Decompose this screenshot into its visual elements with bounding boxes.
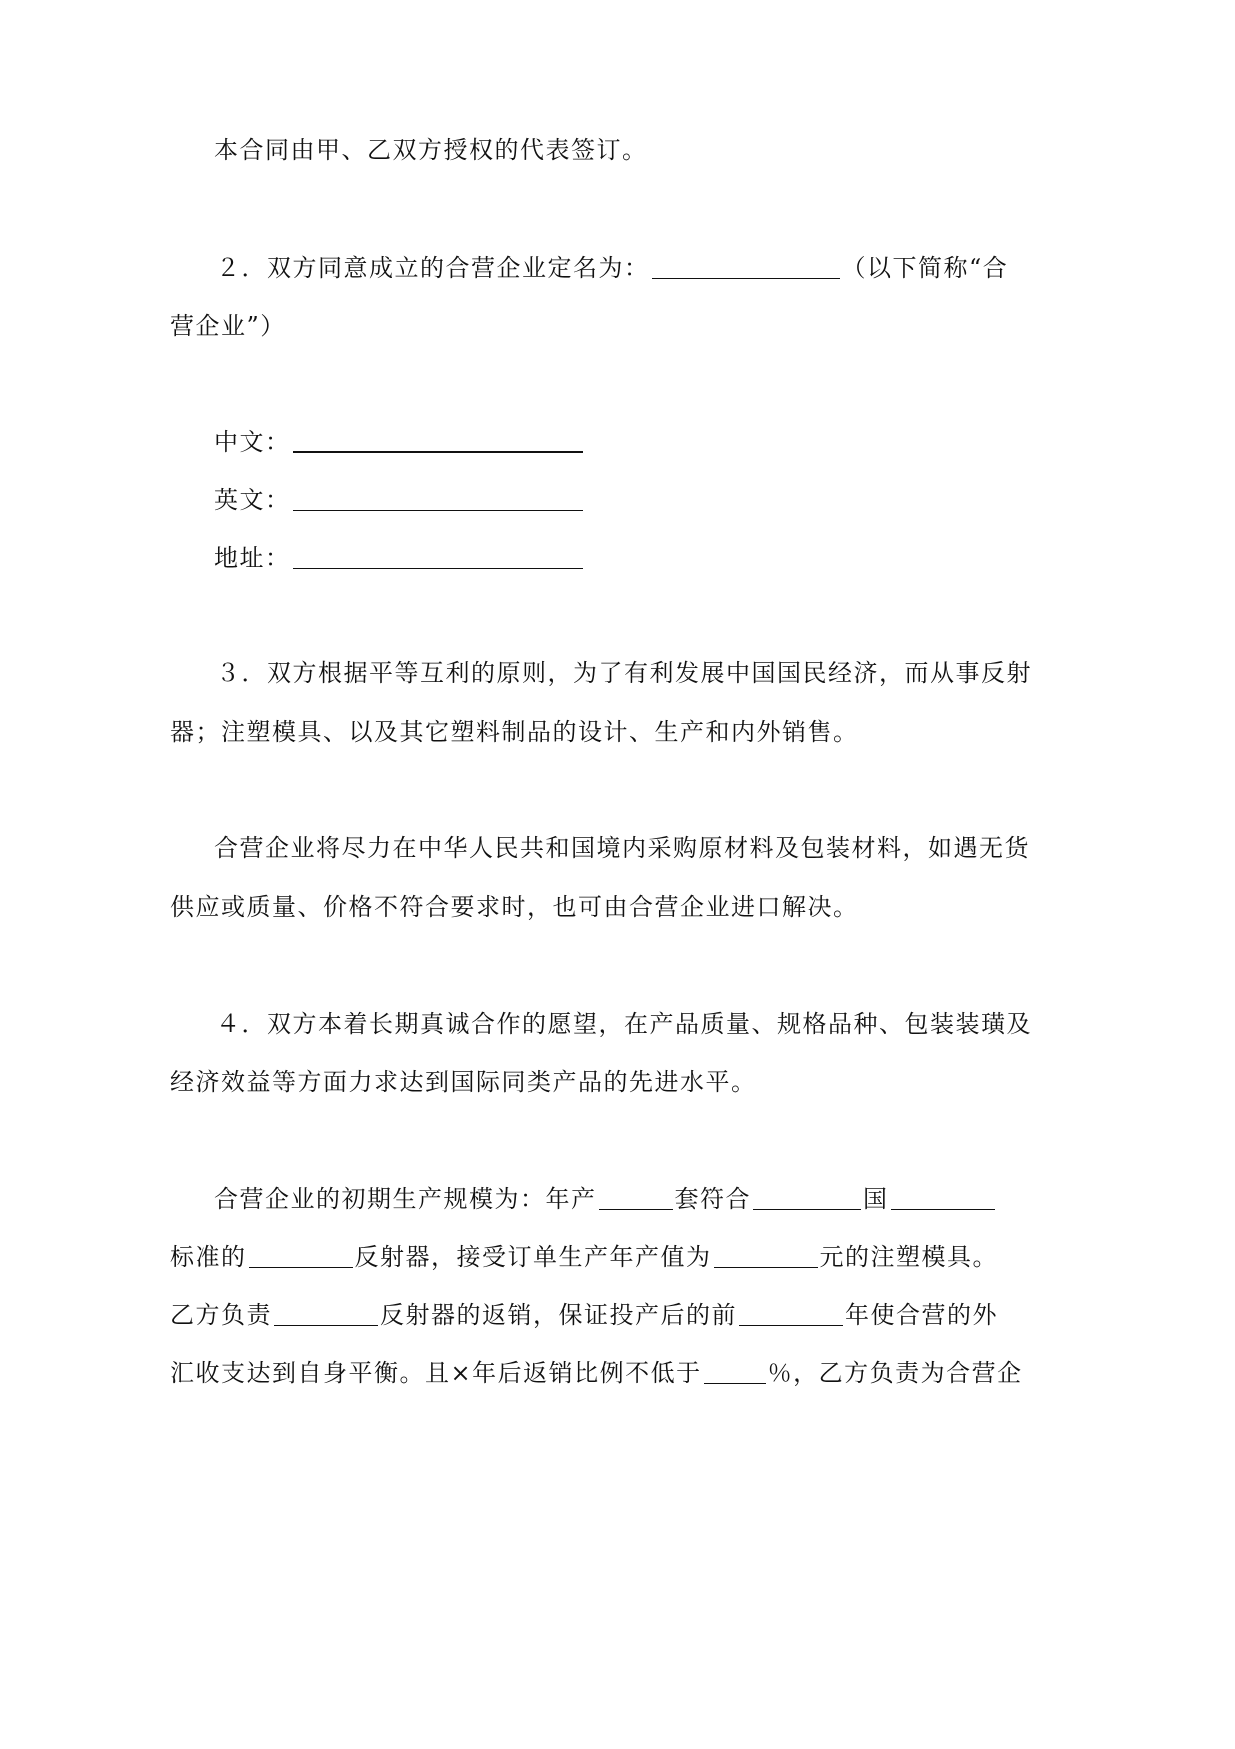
- english-name-blank: [293, 486, 583, 511]
- procurement-text-1: 合营企业将尽力在中华人民共和国境内采购原材料及包装材料，如遇无货: [214, 834, 1030, 862]
- scale-text-3c: 年使合营的外: [845, 1301, 998, 1329]
- scale-text-2c: 元的注塑模具。: [819, 1243, 998, 1271]
- annual-output-blank: [599, 1185, 673, 1210]
- scale-line-2: [170, 1241, 998, 1273]
- scale-line-4: [170, 1357, 1023, 1389]
- clause-4-text-2: 经济效益等方面力求达到国际同类产品的先进水平。: [170, 1068, 757, 1096]
- scale-text-4b: ％，乙方负责为合营企: [767, 1359, 1023, 1387]
- clause-4-number: ４．: [216, 1010, 267, 1038]
- clause-3-line-1: [216, 657, 1032, 689]
- clause-2-line-2: [170, 310, 286, 342]
- years-blank: [739, 1301, 843, 1326]
- clause-3-number: ３．: [216, 659, 267, 687]
- clause-3-text-2: 器；注塑模具、以及其它塑料制品的设计、生产和内外销售。: [170, 718, 859, 746]
- country-standard-blank: [891, 1185, 995, 1210]
- clause-4-text-1: 双方本着长期真诚合作的愿望，在产品质量、规格品种、包装装璜及: [267, 1010, 1032, 1038]
- scale-text-4a: 汇收支达到自身平衡。且×年后返销比例不低于: [170, 1359, 702, 1387]
- address-field: [214, 542, 585, 574]
- scale-text-3a: 乙方负责: [170, 1301, 272, 1329]
- procurement-line-1: [214, 832, 1030, 864]
- percentage-blank: [704, 1359, 766, 1384]
- signing-paragraph: [214, 134, 648, 166]
- clause-2-line-1: [216, 252, 1008, 284]
- standard-blank-1: [753, 1185, 861, 1210]
- clause-3-line-2: [170, 716, 859, 748]
- scale-text-1a: 合营企业的初期生产规模为：年产: [214, 1185, 597, 1213]
- scale-text-2a: 标准的: [170, 1243, 247, 1271]
- signing-text: 本合同由甲、乙双方授权的代表签订。: [214, 136, 648, 164]
- english-name-label: 英文：: [214, 486, 291, 514]
- buyback-blank: [274, 1301, 378, 1326]
- scale-text-1c: 国: [863, 1185, 889, 1213]
- scale-text-2b: 反射器，接受订单生产年产值为: [354, 1243, 712, 1271]
- output-value-blank: [714, 1243, 818, 1268]
- scale-text-3b: 反射器的返销，保证投产后的前: [380, 1301, 737, 1329]
- clause-2-abbrev-text: （以下简称“合: [841, 254, 1009, 282]
- procurement-line-2: [170, 891, 859, 923]
- enterprise-name-blank: [652, 254, 840, 279]
- reflector-standard-blank: [249, 1243, 353, 1268]
- scale-text-1b: 套符合: [674, 1185, 751, 1213]
- chinese-name-field: [214, 426, 585, 458]
- procurement-text-2: 供应或质量、价格不符合要求时，也可由合营企业进口解决。: [170, 893, 859, 921]
- address-label: 地址：: [214, 544, 291, 572]
- scale-line-3: [170, 1299, 998, 1331]
- chinese-name-blank: [293, 427, 583, 453]
- clause-4-line-1: [216, 1008, 1032, 1040]
- english-name-field: [214, 484, 585, 516]
- address-blank: [293, 544, 583, 569]
- clause-2-text: 双方同意成立的合营企业定名为：: [267, 254, 650, 282]
- clause-4-line-2: [170, 1066, 757, 1098]
- clause-2-number: ２．: [216, 254, 267, 282]
- chinese-name-label: 中文：: [214, 428, 291, 456]
- clause-3-text-1: 双方根据平等互利的原则，为了有利发展中国国民经济，而从事反射: [267, 659, 1032, 687]
- scale-line-1: [214, 1183, 997, 1215]
- clause-2-abbrev-end: 营企业”）: [170, 312, 286, 340]
